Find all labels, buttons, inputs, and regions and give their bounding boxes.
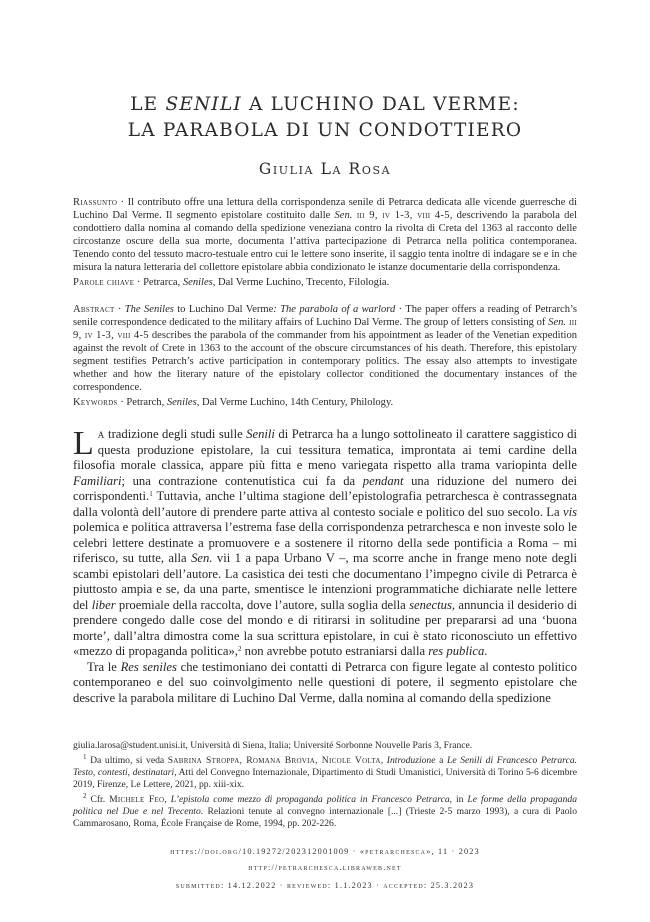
body-text: .	[484, 644, 488, 658]
note-text: Da ultimo, si veda	[86, 755, 168, 766]
body-paragraph-1	[73, 427, 577, 660]
keywords-text-2: , Dal Verme Luchino, 14th Century, Philology.	[196, 397, 394, 408]
riassunto-label: Riassunto	[73, 197, 118, 208]
body-italic: pendant	[362, 473, 404, 488]
body-text: polemica e politica attraversa l’estrema fase della corrispondenza petrarchesca e non investe solo le celebri lettere destinate a promuovere e a sostenere il ritorno della sede pontificia a Roma – mi riferisco, su tutte, alla	[73, 520, 577, 565]
abstract-title-roman: to Luchino Dal Verme	[173, 304, 274, 315]
abstract-title-a: The Seniles	[124, 304, 174, 315]
title-italic: SENILI	[165, 94, 242, 115]
abstract-sep: ·	[114, 304, 125, 315]
note-authors: Sabrina Stroppa, Romana Brovia, Nicole Volta	[167, 755, 381, 766]
article-title	[73, 92, 577, 144]
keywords	[73, 396, 577, 409]
title-prefix: LE	[130, 94, 166, 115]
keywords-seniles: Seniles	[166, 397, 197, 408]
riassunto	[73, 196, 577, 274]
keywords-text-1: · Petrarch,	[117, 397, 167, 408]
riassunto-sen: Sen.	[334, 210, 353, 221]
body-italic: senectus	[409, 597, 452, 612]
parole-text-2: , Dal Verme Luchino, Trecento, Filologia.	[212, 277, 390, 288]
abstract-title-b: : The parabola of a warlord	[273, 304, 396, 315]
abstract-block	[73, 196, 577, 409]
parole-text-1: · Petrarca,	[134, 277, 183, 288]
keywords-label: Keywords	[73, 397, 118, 408]
body-paragraph-2	[73, 660, 577, 707]
riassunto-text-1: · Il contributo offre una lettura della corrispondenza senile di Petrarca dedicata alle vicende guerresche di Luchino Dal Verme. Il segmento epistolare costituito dalle	[73, 197, 577, 221]
note-text: . Relazioni tenute al convegno internazionale [...] (Trieste 2-5 marzo 1993), a cura di Paolo Cammarosano, Roma, École Française de Rome, 1994, pp. 202-226.	[73, 806, 578, 829]
footnotes	[73, 740, 577, 833]
note-italic: Le Senili di Francesco Petrarca. Testo, contesti, destinatari	[73, 755, 578, 778]
footnote-ref-2[interactable]: 2	[237, 645, 242, 653]
author-name: Giulia La Rosa	[258, 160, 392, 178]
abstract-en	[73, 303, 577, 394]
body-text: che testimoniano dei contatti di Petrarca con figure legate al contesto politico contemporaneo e del suo coinvolgimento nelle questioni di potere, il segmento epistolare che descrive la parabola militare di Luchino Dal Verme, dalla nomina al comando della spedizione	[73, 659, 577, 705]
abstract-label: Abstract	[73, 304, 115, 315]
body-italic: Familiari	[73, 473, 122, 488]
article-body	[73, 427, 577, 706]
author-affiliation: giulia.larosa@student.unisi.it, Università di Siena, Italia; Université Sorbonne Nouvelle Paris 3, France.	[73, 740, 473, 751]
note-text: a	[435, 755, 447, 766]
footnote-1	[73, 755, 577, 791]
body-italic: res publica	[428, 644, 485, 658]
body-text: non avrebbe potuto estraniarsi dalla	[241, 644, 429, 658]
submission-dates: submitted: 14.12.2022 · reviewed: 1.1.2023 · accepted: 25.3.2023	[175, 881, 475, 890]
journal-url[interactable]: http://petrarchesca.libraweb.net	[248, 863, 402, 872]
body-italic: Senili	[246, 427, 275, 441]
parole-label: Parole chiave	[73, 277, 135, 288]
parole-seniles: Seniles	[182, 277, 213, 288]
riassunto-text-2: , descrivendo la parabola del condottiero dalla nomina al comando della spedizione veneziana contro la rivolta di Creta del 1363 al racconto delle circostanze oscure della sua morte, documenta l’attiva partecipazione di Petrarca nella politica contemporanea. Tenendo conto del tessuto macro-testuale entro cui le lettere sono inserite, il saggio tenta inoltre di indagare se e in che misura la natura letteraria del collettore epistolare abbia condizionato le istanze documentarie della corrispondenza.	[73, 210, 577, 273]
body-italic: liber	[91, 597, 116, 612]
riassunto-refs: iii 9, iv 1-3, viii 4-5	[352, 210, 450, 221]
drop-cap: L	[73, 425, 94, 462]
title-line-2: LA PARABOLA DI UN CONDOTTIERO	[127, 120, 523, 141]
body-italic: Res seniles	[120, 659, 177, 674]
body-text: Tra le	[87, 659, 121, 674]
body-text: di Petrarca ha a lungo sottolineato il carattere saggistico di questa produzione epistolare, la cui tessitura tematica, improntata ai temi cardine della filosofia morale classica, appare più fitta e meno variegata rispetto alla trama variopinta delle	[73, 427, 577, 472]
body-italic: Sen.	[191, 551, 213, 565]
title-line-1	[73, 92, 577, 118]
body-text: tradizione degli studi sulle	[104, 427, 247, 441]
note-text: , in	[449, 794, 468, 805]
abstract-sen: Sen.	[548, 317, 567, 328]
abstract-text-2: describes the parabola of the commander from his appointment as leader of the Venetian expedition against the revolt of Crete in 1363 to the account of the obscure circumstances of his death. Therefore, this epistolary segment testifies Petrarch’s active participation in contemporary politics. The essay also attempts to investigate whether and how the literary nature of the epistolary collector conditioned the documentary instances of the correspondence.	[73, 330, 577, 393]
note-text: , Atti del Convegno Internazionale, Dipartimento di Studi Umanistici, Università di Torino 5-6 dicembre 2019, Firenze, Le Lettere, 2021, pp. xiii-xix.	[73, 767, 577, 790]
body-text: , annuncia il desiderio di prendere congedo dalle cose del mondo e di ritirarsi in solitudine per prepararsi ad una ‘buona morte’, dall’altra dimostra come la sua scrittura epistolare, in cui è stato riconosciuto un effettivo «mezzo di propaganda politica»,	[73, 597, 578, 658]
body-text: Tuttavia, anche l’ultima stagione dell’epistolografia petrarchesca è contrassegnata dalla volontà dell’autore di prendere parte attiva al contesto sociale e politico del suo secolo. La	[73, 489, 577, 519]
footnote-ref-1[interactable]: 1	[149, 490, 153, 498]
body-text: ; una contrazione contenutistica cui fa da	[121, 473, 363, 488]
footnote-2	[73, 794, 577, 830]
body-text: proemiale della raccolta, dove l’autore, sulla soglia della	[115, 597, 410, 612]
article-page	[73, 0, 577, 706]
body-sc: a	[97, 427, 105, 441]
doi-line[interactable]: https://doi.org/10.19272/202312001009 · «petrarchesca», 11 · 2023	[170, 847, 480, 856]
note-italic: Introduzione	[386, 755, 436, 766]
parole-chiave	[73, 276, 577, 289]
body-text: una riduzione del numero dei corrispondenti.	[73, 473, 577, 503]
footnote-number: 2	[83, 792, 87, 800]
title-suffix: A LUCHINO DAL VERME:	[241, 94, 520, 115]
note-italic: Le forme della propaganda politica nel Due e nel Trecento	[73, 794, 577, 817]
note-text: ,	[380, 755, 387, 766]
abstract-refs: iii 9, iv 1-3, viii 4-5	[73, 317, 577, 341]
abstract-text-1: · The paper offers a reading of Petrarch’s senile correspondence dedicated to the military affairs of Luchino Dal Verme. The group of letters consisting of	[73, 304, 578, 328]
note-text: Cfr.	[86, 794, 110, 805]
note-text: ,	[164, 794, 171, 805]
body-italic: vis	[562, 504, 577, 519]
note-authors: Michele Feo	[109, 794, 165, 805]
note-italic: L’epistola come mezzo di propaganda politica in Francesco Petrarca	[170, 794, 450, 805]
body-text: vii 1 a papa Urbano V –, ma scorre anche in frange meno note degli scambi epistolari dell’autore. La casistica dei testi che documentano l’impegno civile di Petrarca è piuttosto ampia e se, da una parte, smentisce le intenzioni programmatiche dichiarate nelle lettere del	[73, 551, 577, 612]
footnote-number: 1	[83, 753, 87, 761]
